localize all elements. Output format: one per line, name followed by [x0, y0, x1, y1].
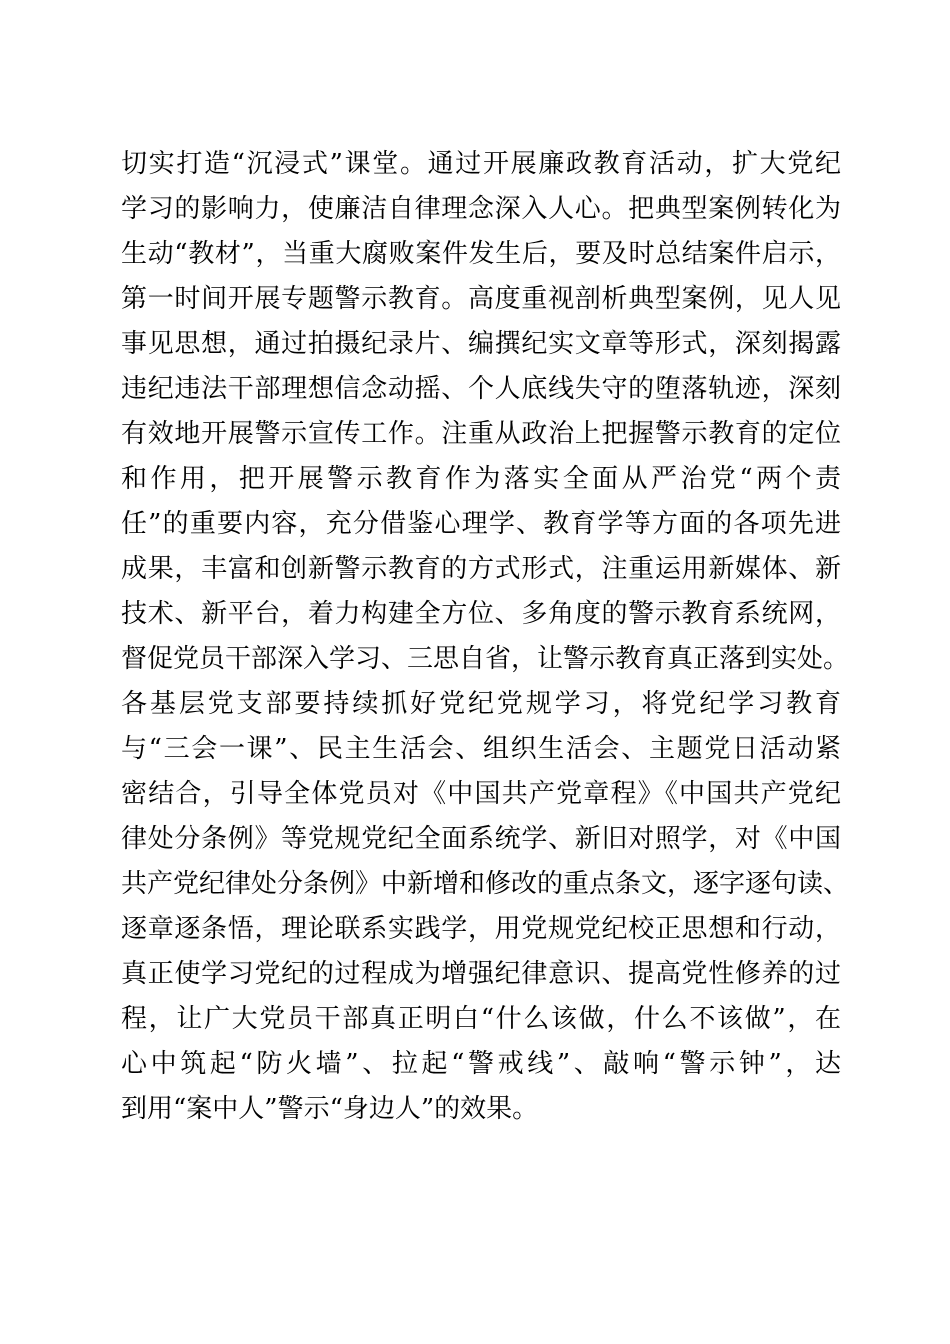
text-line: 与“三会一课”、民主生活会、组织生活会、主题党日活动紧 [121, 734, 841, 764]
text-line: 成果，丰富和创新警示教育的方式形式，注重运用新媒体、新 [121, 554, 841, 584]
text-line: 密结合，引导全体党员对《中国共产党章程》《中国共产党纪 [121, 779, 841, 809]
text-line: 技术、新平台，着力构建全方位、多角度的警示教育系统网， [121, 599, 841, 629]
text-line: 事见思想，通过拍摄纪录片、编撰纪实文章等形式，深刻揭露 [121, 329, 841, 359]
text-line: 逐章逐条悟，理论联系实践学，用党规党纪校正思想和行动， [121, 914, 841, 944]
text-line: 律处分条例》等党规党纪全面系统学、新旧对照学，对《中国 [121, 824, 841, 854]
text-line: 有效地开展警示宣传工作。注重从政治上把握警示教育的定位 [121, 419, 841, 449]
text-line: 第一时间开展专题警示教育。高度重视剖析典型案例，见人见 [121, 284, 841, 314]
text-line: 程，让广大党员干部真正明白“什么该做，什么不该做”，在 [121, 1004, 841, 1034]
text-line: 心中筑起“防火墙”、拉起“警戒线”、敲响“警示钟”，达 [121, 1049, 841, 1079]
text-line: 督促党员干部深入学习、三思自省，让警示教育真正落到实处。 [121, 644, 850, 674]
text-line: 切实打造“沉浸式”课堂。通过开展廉政教育活动，扩大党纪 [121, 149, 841, 179]
text-line: 各基层党支部要持续抓好党纪党规学习，将党纪学习教育 [121, 689, 841, 719]
text-line: 共产党纪律处分条例》中新增和修改的重点条文，逐字逐句读、 [121, 869, 850, 899]
text-line: 生动“教材”，当重大腐败案件发生后，要及时总结案件启示， [121, 239, 841, 269]
text-line: 到用“案中人”警示“身边人”的效果。 [121, 1094, 539, 1124]
text-line: 违纪违法干部理想信念动摇、个人底线失守的堕落轨迹，深刻 [121, 374, 841, 404]
text-line: 真正使学习党纪的过程成为增强纪律意识、提高党性修养的过 [121, 959, 841, 989]
text-line: 任”的重要内容，充分借鉴心理学、教育学等方面的各项先进 [121, 509, 841, 539]
text-line: 学习的影响力，使廉洁自律理念深入人心。把典型案例转化为 [121, 194, 841, 224]
text-line: 和作用，把开展警示教育作为落实全面从严治党“两个责 [121, 464, 841, 494]
body-text [121, 142, 850, 1132]
